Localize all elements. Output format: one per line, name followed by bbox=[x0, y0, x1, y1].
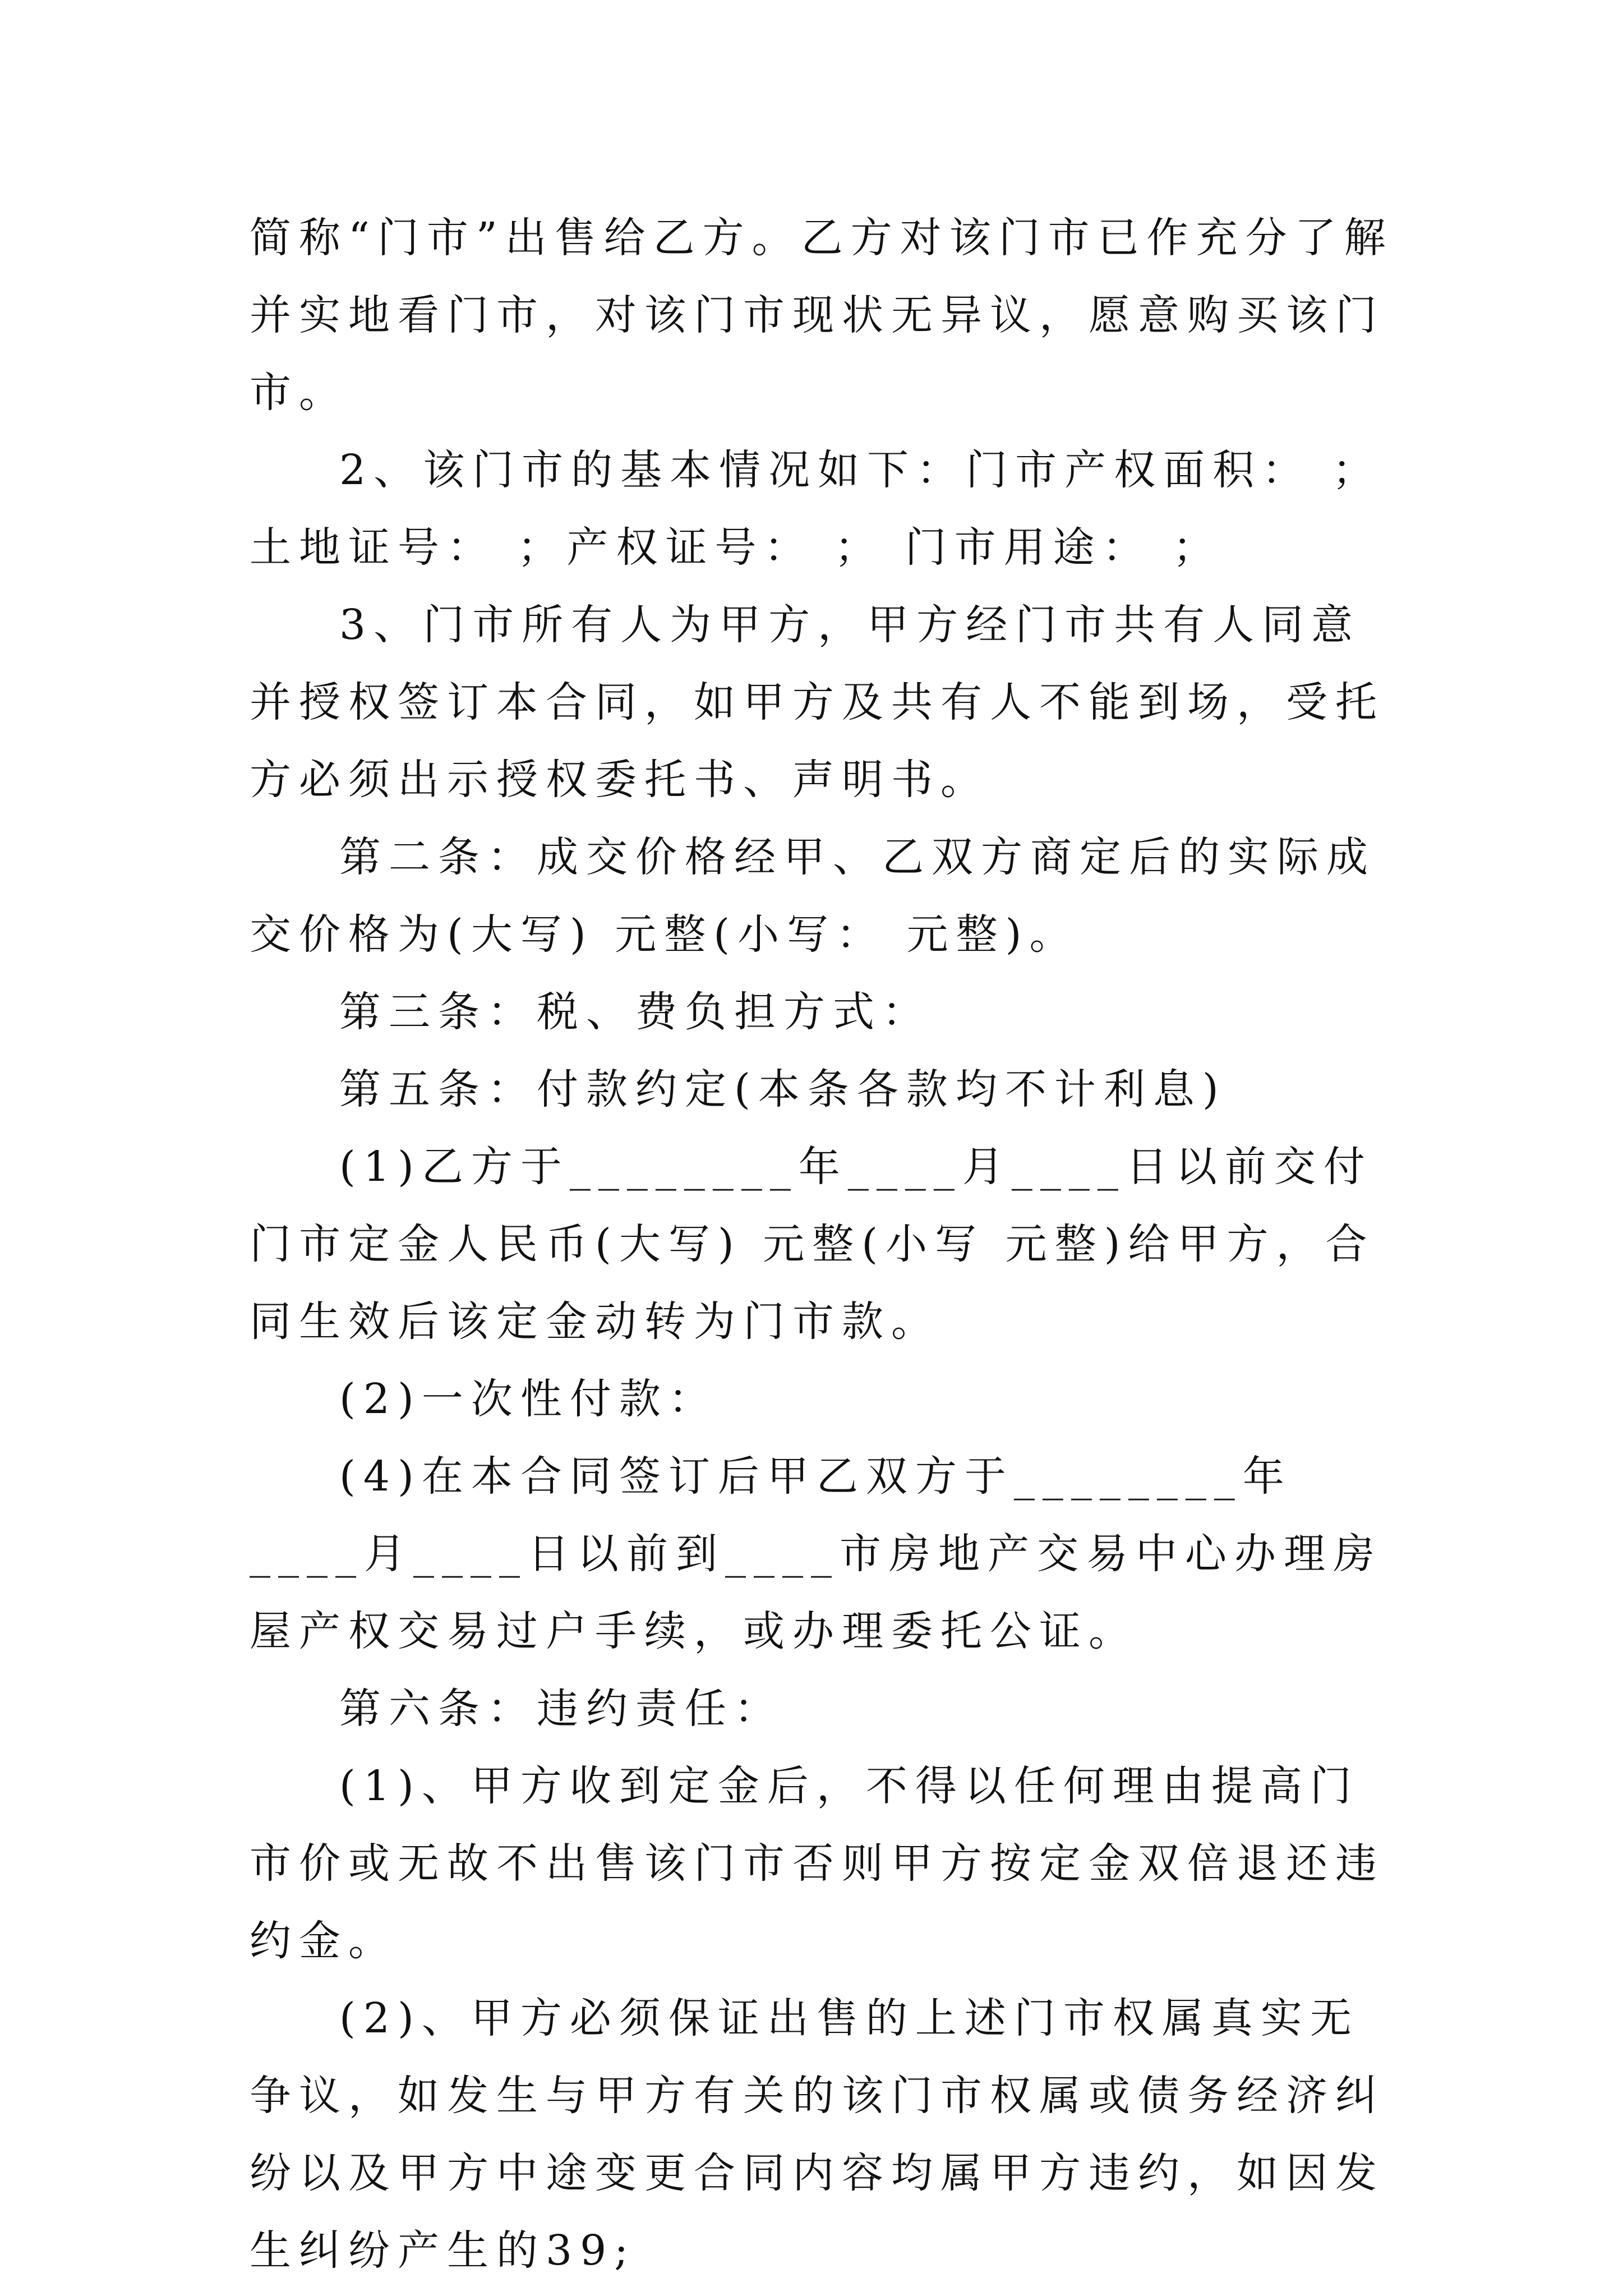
paragraph-9: (4)在本合同签订后甲乙双方于________年____月____日以前到____市房地产交易中心办理房屋产权交易过户手续，或办理委托公证。 bbox=[250, 1452, 1382, 1655]
paragraph-1: 简称“门市”出售给乙方。乙方对该门市已作充分了解并实地看门市，对该门市现状无异议，愿意购买该门市。 bbox=[250, 214, 1394, 417]
paragraph-3: 3、门市所有人为甲方，甲方经门市共有人同意并授权签订本合同，如甲方及共有人不能到场，受托方必须出示授权委托书、声明书。 bbox=[250, 601, 1385, 804]
paragraph-7: (1)乙方于________年____月____日以前交付门市定金人民币(大写) 元整(小写 元整)给甲方，合同生效后该定金动转为门市款。 bbox=[250, 1143, 1375, 1346]
paragraph-8: (2)一次性付款： bbox=[339, 1375, 718, 1423]
paragraph-12: (2)、甲方必须保证出售的上述门市权属真实无争议，如发生与甲方有关的该门市权属或债务经济纠纷以及甲方中途变更合同内容均属甲方违约，如因发生纠纷产生的39; bbox=[250, 1994, 1385, 2275]
paragraph-2: 2、该门市的基本情况如下：门市产权面积： ；土地证号： ；产权证号： ； 门市用途： ； bbox=[250, 446, 1382, 572]
paragraph-11: (1)、甲方收到定金后，不得以任何理由提高门市价或无故不出售该门市否则甲方按定金双倍退还违约金。 bbox=[250, 1762, 1385, 1965]
document-body bbox=[250, 199, 1399, 2289]
paragraph-5: 第三条：税、费负担方式： bbox=[339, 988, 932, 1036]
paragraph-6: 第五条：付款约定(本条各款均不计利息) bbox=[339, 1065, 1227, 1114]
paragraph-10: 第六条：违约责任： bbox=[339, 1685, 783, 1733]
paragraph-4: 第二条：成交价格经甲、乙双方商定后的实际成交价格为(大写) 元整(小写： 元整)。 bbox=[250, 833, 1376, 959]
